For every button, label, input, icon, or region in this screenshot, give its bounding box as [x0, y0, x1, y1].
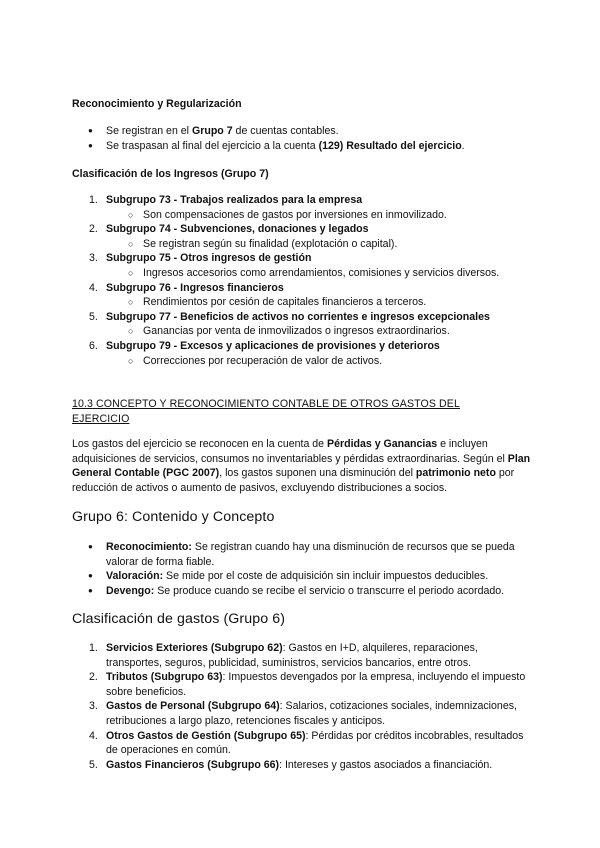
list-item: 1. Servicios Exteriores (Subgrupo 62): Gastos en I+D, alquileres, reparaciones, transportes, seguros, publicidad, suministros, servicios bancarios, entre otros. [89, 642, 478, 669]
list-item: 5. Gastos Financieros (Subgrupo 66): Intereses y gastos asociados a financiación. [89, 758, 493, 771]
sub-item: ○ Se registran según su finalidad (explotación o capital). [72, 237, 532, 252]
list-item: ● Valoración: Se mide por el coste de adquisición sin incluir impuestos deducibles. [72, 569, 532, 584]
ingresos-list [72, 193, 532, 368]
list-item: 4. Subgrupo 76 - Ingresos financieros ○ Rendimientos por cesión de capitales financieros a terceros. [72, 281, 532, 310]
list-item: 6. Subgrupo 79 - Excesos y aplicaciones de provisiones y deterioros ○ Correcciones por recuperación de valor de activos. [72, 339, 532, 368]
reconocimiento-list [72, 124, 532, 153]
list-item: 3. Gastos de Personal (Subgrupo 64): Salarios, cotizaciones sociales, indemnizaciones, retribuciones a largo plazo, retenciones fiscales y anticipos. [89, 700, 517, 727]
list-item: 2. Tributos (Subgrupo 63): Impuestos devengados por la empresa, incluyendo el impuesto sobre beneficios. [89, 671, 526, 698]
sub-item: ○ Son compensaciones de gastos por inversiones en inmovilizado. [72, 208, 532, 223]
heading-clasificacion-gastos: Clasificación de gastos (Grupo 6) [72, 611, 286, 627]
list-item: 3. Subgrupo 75 - Otros ingresos de gestión ○ Ingresos accesorios como arrendamientos, comisiones y servicios diversos. [72, 251, 532, 280]
sub-item: ○ Correcciones por recuperación de valor de activos. [72, 354, 532, 369]
list-item: ● Se traspasan al final del ejercicio a la cuenta (129) Resultado del ejercicio. [72, 139, 532, 154]
list-item: ● Se registran en el Grupo 7 de cuentas contables. [72, 124, 532, 139]
heading-clasificacion-ingresos: Clasificación de los Ingresos (Grupo 7) [72, 168, 269, 180]
list-item: 1. Subgrupo 73 - Trabajos realizados para la empresa ○ Son compensaciones de gastos por inversiones en inmovilizado. [72, 193, 532, 222]
sub-item: ○ Ingresos accesorios como arrendamientos, comisiones y servicios diversos. [72, 266, 532, 281]
heading-reconocimiento: Reconocimiento y Regularización [72, 98, 242, 110]
list-item: 2. Subgrupo 74 - Subvenciones, donaciones y legados ○ Se registran según su finalidad (explotación o capital). [72, 222, 532, 251]
list-item: ● Reconocimiento: Se registran cuando hay una disminución de recursos que se pueda valorar de forma fiable. [72, 540, 532, 569]
heading-grupo6: Grupo 6: Contenido y Concepto [72, 509, 275, 525]
gastos-list [72, 641, 532, 772]
sub-item: ○ Rendimientos por cesión de capitales financieros a terceros. [72, 295, 532, 310]
section-paragraph: Los gastos del ejercicio se reconocen en la cuenta de Pérdidas y Ganancias e incluyen adquisiciones de servicios, consumos no inventariables y pérdidas extraordinarias. Según el Plan General Contable (PGC 2007), los gastos suponen una disminución del patrimonio neto por reducción de activos o aumento de pasivos, excluyendo distribuciones a socios. [72, 438, 531, 494]
section-title: 10.3 CONCEPTO Y RECONOCIMIENTO CONTABLE DE OTROS GASTOS DEL EJERCICIO [72, 398, 460, 425]
list-item: 5. Subgrupo 77 - Beneficios de activos no corrientes e ingresos excepcionales ○ Ganancias por venta de inmovilizados o ingresos extraordinarios. [72, 310, 532, 339]
grupo6-list [72, 540, 532, 598]
sub-item: ○ Ganancias por venta de inmovilizados o ingresos extraordinarios. [72, 324, 532, 339]
list-item: 4. Otros Gastos de Gestión (Subgrupo 65): Pérdidas por créditos incobrables, resultados de operaciones en común. [89, 729, 524, 757]
list-item: ● Devengo: Se produce cuando se recibe el servicio o transcurre el periodo acordado. [72, 584, 532, 599]
